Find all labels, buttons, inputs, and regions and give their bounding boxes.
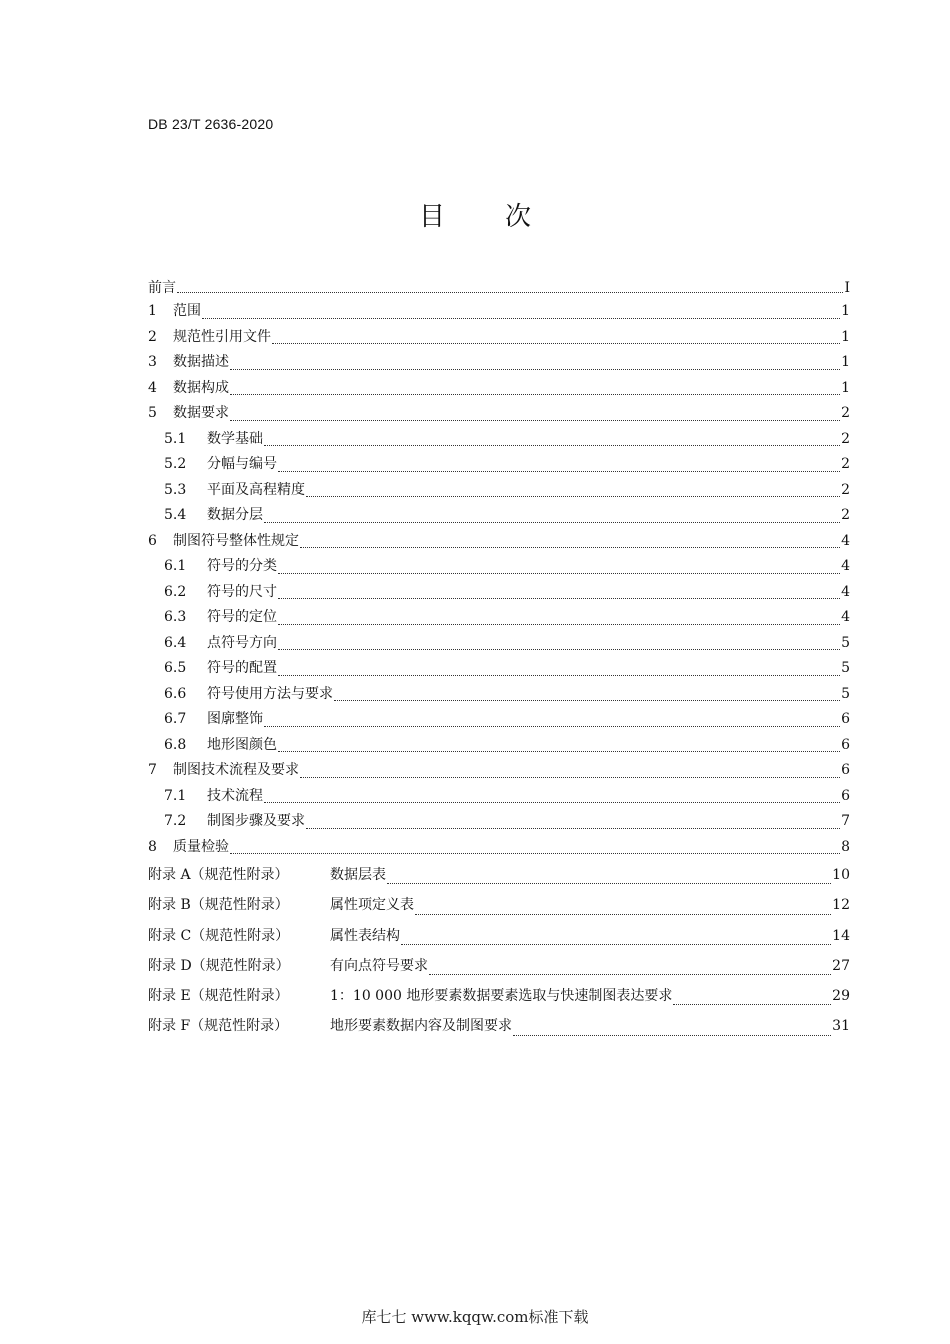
toc-entry-label: 分幅与编号 bbox=[207, 456, 277, 472]
toc-entry[interactable] bbox=[148, 707, 850, 733]
toc-leader-dots bbox=[278, 573, 840, 574]
toc-entry[interactable] bbox=[148, 478, 850, 504]
toc-entry-page: 6 bbox=[841, 711, 850, 727]
toc-entry-page: 1 bbox=[841, 328, 850, 345]
toc-entry[interactable] bbox=[148, 503, 850, 529]
toc-leader-dots bbox=[306, 496, 840, 497]
toc-entry-page: 14 bbox=[832, 927, 850, 944]
toc-entry[interactable] bbox=[148, 605, 850, 631]
toc-entry[interactable] bbox=[148, 809, 850, 835]
toc-entry-number: 5.4 bbox=[164, 507, 187, 523]
toc-entry-page: 6 bbox=[841, 762, 850, 778]
toc-leader-dots bbox=[230, 394, 840, 395]
toc-entry-page: 5 bbox=[841, 685, 850, 702]
toc-entry-label: 数据要求 bbox=[173, 405, 229, 421]
toc-leader-dots bbox=[300, 547, 840, 548]
toc-entry-number: 6.3 bbox=[164, 609, 187, 625]
toc-entry-number: 3 bbox=[148, 354, 157, 370]
toc-entry-appendix-tag: 附录 A（规范性附录） bbox=[148, 867, 289, 883]
toc-entry-page: 2 bbox=[841, 405, 850, 421]
toc-entry-page: 5 bbox=[841, 660, 850, 676]
toc-entry-number: 5.2 bbox=[164, 456, 187, 472]
toc-entry[interactable] bbox=[148, 427, 850, 453]
toc-entry[interactable] bbox=[148, 921, 850, 951]
toc-entry-number: 6.4 bbox=[164, 634, 187, 651]
toc-leader-dots bbox=[300, 777, 840, 778]
toc-entry[interactable] bbox=[148, 784, 850, 810]
toc-entry[interactable] bbox=[148, 682, 850, 708]
toc-entry-number: 6.8 bbox=[164, 736, 187, 753]
toc-entry-number: 6.2 bbox=[164, 583, 187, 600]
toc-leader-dots bbox=[306, 828, 840, 829]
toc-entry[interactable] bbox=[148, 350, 850, 376]
toc-leader-dots bbox=[230, 369, 840, 370]
toc-entry[interactable] bbox=[148, 981, 850, 1011]
toc-entry-page: 1 bbox=[841, 303, 850, 319]
toc-leader-dots bbox=[264, 522, 840, 523]
toc-leader-dots bbox=[230, 853, 840, 854]
page-title bbox=[0, 196, 950, 233]
table-of-contents bbox=[148, 277, 850, 1042]
toc-entry-number: 6.6 bbox=[164, 685, 187, 702]
toc-leader-dots bbox=[264, 802, 840, 803]
toc-entry-label: 符号的尺寸 bbox=[207, 583, 277, 600]
toc-entry-label: 数据分层 bbox=[207, 507, 263, 523]
toc-entry-label: 有向点符号要求 bbox=[330, 957, 428, 974]
toc-leader-dots bbox=[401, 944, 831, 945]
toc-entry[interactable] bbox=[148, 529, 850, 555]
toc-entry-number: 2 bbox=[148, 328, 157, 345]
toc-entry[interactable] bbox=[148, 656, 850, 682]
toc-leader-dots bbox=[278, 751, 840, 752]
toc-entry[interactable] bbox=[148, 376, 850, 402]
toc-entry-label: 点符号方向 bbox=[207, 634, 277, 651]
toc-entry-label: 属性表结构 bbox=[330, 927, 400, 944]
title-char-left: 目 bbox=[418, 202, 445, 232]
toc-entry-page: 7 bbox=[841, 813, 850, 829]
toc-entry-appendix-tag: 附录 B（规范性附录） bbox=[148, 897, 289, 914]
toc-entry[interactable] bbox=[148, 860, 850, 890]
toc-entry-number: 5.3 bbox=[164, 481, 187, 498]
toc-entry-label: 地形要素数据内容及制图要求 bbox=[330, 1018, 512, 1035]
toc-leader-dots bbox=[278, 624, 840, 625]
toc-entry-page: 4 bbox=[841, 609, 850, 625]
toc-entry[interactable] bbox=[148, 1011, 850, 1041]
toc-entry-page: 4 bbox=[841, 558, 850, 574]
toc-entry-page: 1 bbox=[841, 354, 850, 370]
toc-entry-label: 质量检验 bbox=[173, 838, 229, 855]
toc-entry-appendix-tag: 附录 E（规范性附录） bbox=[148, 988, 289, 1005]
toc-entry[interactable] bbox=[148, 631, 850, 657]
toc-leader-dots bbox=[230, 420, 840, 421]
toc-leader-dots bbox=[513, 1035, 831, 1036]
toc-entry-page: 10 bbox=[832, 867, 850, 883]
toc-entry-label: 前言 bbox=[148, 280, 176, 296]
toc-leader-dots bbox=[272, 343, 840, 344]
toc-entry-page: 27 bbox=[832, 957, 850, 974]
toc-entry-number: 4 bbox=[148, 379, 157, 396]
toc-entry[interactable] bbox=[148, 758, 850, 784]
toc-entry-label: 范围 bbox=[173, 303, 201, 319]
toc-entry-page: 8 bbox=[841, 838, 850, 855]
toc-leader-dots bbox=[278, 675, 840, 676]
toc-entry-label: 数据构成 bbox=[173, 379, 229, 396]
toc-entry-page: 2 bbox=[841, 430, 850, 447]
toc-leader-dots bbox=[429, 974, 831, 975]
toc-entry-appendix-tag: 附录 C（规范性附录） bbox=[148, 927, 290, 944]
toc-entry[interactable] bbox=[148, 580, 850, 606]
toc-leader-dots bbox=[202, 318, 840, 319]
toc-leader-dots bbox=[264, 726, 840, 727]
toc-entry-label: 技术流程 bbox=[207, 787, 263, 804]
toc-entry[interactable] bbox=[148, 835, 850, 861]
toc-entry-label: 规范性引用文件 bbox=[173, 328, 271, 345]
document-code: DB 23/T 2636-2020 bbox=[148, 116, 274, 132]
toc-entry-label: 制图符号整体性规定 bbox=[173, 532, 299, 549]
toc-leader-dots bbox=[278, 598, 840, 599]
toc-entry-page: 6 bbox=[841, 736, 850, 753]
toc-entry-page: 5 bbox=[841, 634, 850, 651]
toc-entry-appendix-tag: 附录 D（规范性附录） bbox=[148, 957, 290, 974]
title-char-right: 次 bbox=[505, 202, 532, 232]
toc-entry-page: 4 bbox=[841, 532, 850, 549]
toc-entry-number: 8 bbox=[148, 838, 157, 855]
toc-entry-label: 平面及高程精度 bbox=[207, 481, 305, 498]
toc-entry-label: 数据层表 bbox=[330, 867, 386, 883]
toc-entry-label: 数学基础 bbox=[207, 430, 263, 447]
toc-entry-number: 5 bbox=[148, 405, 157, 421]
toc-entry-label: 制图步骤及要求 bbox=[207, 813, 305, 829]
toc-entry-page: 29 bbox=[832, 988, 850, 1005]
toc-entry[interactable] bbox=[148, 299, 850, 325]
toc-leader-dots bbox=[177, 292, 843, 293]
toc-entry-page: I bbox=[844, 280, 850, 296]
toc-entry[interactable] bbox=[148, 554, 850, 580]
toc-entry-label: 图廓整饰 bbox=[207, 711, 263, 727]
toc-entry-page: 12 bbox=[832, 897, 850, 914]
toc-leader-dots bbox=[334, 700, 840, 701]
toc-entry[interactable] bbox=[148, 277, 850, 299]
toc-entry-page: 6 bbox=[841, 787, 850, 804]
toc-leader-dots bbox=[415, 914, 831, 915]
toc-entry-label: 1：10 000 地形要素数据要素选取与快速制图表达要求 bbox=[330, 988, 673, 1005]
toc-entry[interactable] bbox=[148, 890, 850, 920]
toc-entry-label: 地形图颜色 bbox=[207, 736, 277, 753]
toc-entry-number: 1 bbox=[148, 303, 157, 319]
toc-leader-dots bbox=[278, 471, 840, 472]
toc-entry-label: 数据描述 bbox=[173, 354, 229, 370]
footer-watermark: 库七七 www.kqqw.com标准下载 bbox=[361, 1308, 589, 1326]
toc-entry-number: 7.1 bbox=[164, 787, 187, 804]
toc-entry-number: 6.7 bbox=[164, 711, 187, 727]
toc-entry[interactable] bbox=[148, 951, 850, 981]
toc-entry-appendix-tag: 附录 F（规范性附录） bbox=[148, 1018, 289, 1035]
toc-entry[interactable] bbox=[148, 325, 850, 351]
toc-entry-number: 6 bbox=[148, 532, 157, 549]
toc-entry-label: 属性项定义表 bbox=[330, 897, 414, 914]
toc-leader-dots bbox=[673, 1004, 831, 1005]
toc-entry-label: 制图技术流程及要求 bbox=[173, 762, 299, 778]
toc-entry-number: 6.5 bbox=[164, 660, 187, 676]
toc-leader-dots bbox=[264, 445, 840, 446]
toc-entry-page: 2 bbox=[841, 507, 850, 523]
toc-entry-label: 符号的定位 bbox=[207, 609, 277, 625]
toc-entry-page: 1 bbox=[841, 379, 850, 396]
toc-entry-number: 7 bbox=[148, 762, 157, 778]
toc-entry-number: 7.2 bbox=[164, 813, 187, 829]
toc-entry-page: 4 bbox=[841, 583, 850, 600]
toc-entry-page: 2 bbox=[841, 456, 850, 472]
toc-entry-number: 6.1 bbox=[164, 558, 187, 574]
toc-entry[interactable] bbox=[148, 401, 850, 427]
toc-entry[interactable] bbox=[148, 733, 850, 759]
toc-entry-page: 2 bbox=[841, 481, 850, 498]
toc-entry-label: 符号的配置 bbox=[207, 660, 277, 676]
toc-leader-dots bbox=[387, 883, 831, 884]
toc-entry[interactable] bbox=[148, 452, 850, 478]
toc-entry-label: 符号的分类 bbox=[207, 558, 277, 574]
toc-entry-number: 5.1 bbox=[164, 430, 187, 447]
toc-leader-dots bbox=[278, 649, 840, 650]
toc-entry-page: 31 bbox=[832, 1018, 850, 1035]
toc-entry-label: 符号使用方法与要求 bbox=[207, 685, 333, 702]
